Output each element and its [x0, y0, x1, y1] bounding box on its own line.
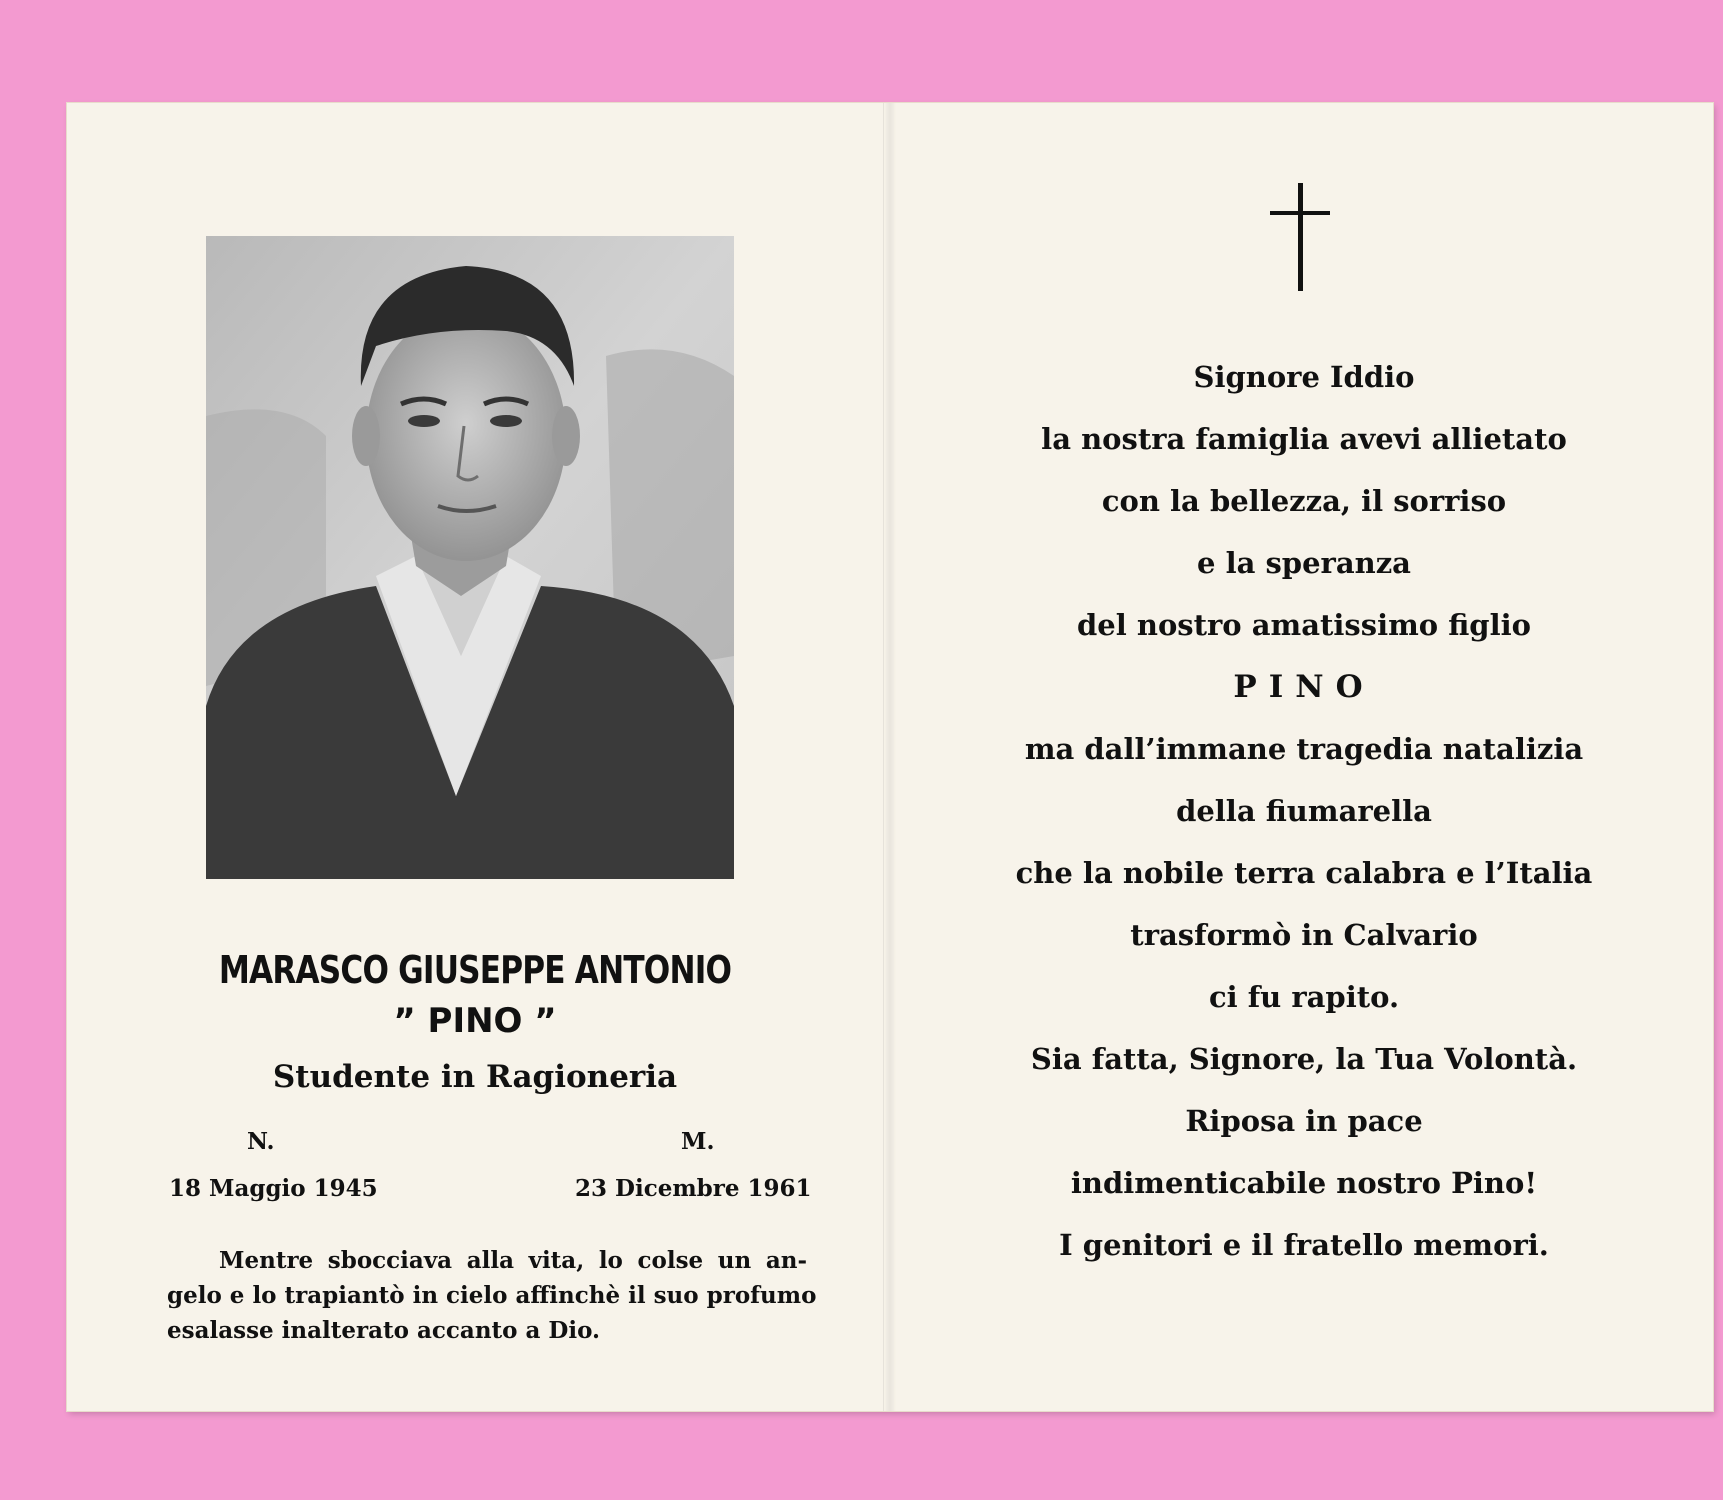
poem-line: che la nobile terra calabra e l’Italia	[1015, 856, 1593, 890]
poem-line: della fiumarella	[1176, 794, 1432, 828]
death-label: M.	[681, 1128, 715, 1155]
epitaph-line: gelo e lo trapiantò in cielo affinchè il suo profumo	[167, 1282, 817, 1309]
poem-line: Signore Iddio	[1193, 360, 1415, 394]
memorial-card	[67, 103, 1713, 1411]
cross-icon	[1270, 183, 1330, 293]
poem-line: Sia fatta, Signore, la Tua Volontà.	[1030, 1042, 1578, 1076]
poem-line: indimenticabile nostro Pino!	[1070, 1166, 1538, 1200]
poem-line: trasformò in Calvario	[1130, 918, 1478, 952]
death-date: 23 Dicembre 1961	[575, 1175, 812, 1202]
poem-line-name: PINO	[1233, 669, 1375, 705]
right-panel	[895, 103, 1713, 1411]
birth-label: N.	[247, 1128, 275, 1155]
deceased-occupation: Studente in Ragioneria	[272, 1059, 678, 1095]
birth-date: 18 Maggio 1945	[169, 1175, 378, 1202]
memorial-poem	[895, 346, 1713, 1276]
poem-line: Riposa in pace	[1185, 1104, 1423, 1138]
poem-line: con la bellezza, il sorriso	[1101, 484, 1507, 518]
left-panel	[67, 103, 883, 1411]
portrait-photo	[206, 236, 734, 879]
deceased-name: MARASCO GIUSEPPE ANTONIO	[218, 948, 732, 992]
epitaph	[167, 1243, 817, 1348]
poem-line: ma dall’immane tragedia natalizia	[1024, 732, 1584, 766]
deceased-nickname: ” PINO ”	[393, 1001, 557, 1041]
poem-line: ci fu rapito.	[1208, 980, 1400, 1014]
poem-line: e la speranza	[1197, 546, 1411, 580]
poem-line: I genitori e il fratello memori.	[1059, 1228, 1549, 1262]
poem-line: del nostro amatissimo figlio	[1077, 608, 1531, 642]
epitaph-line: esalasse inalterato accanto a Dio.	[167, 1317, 601, 1344]
poem-line: la nostra famiglia avevi allietato	[1041, 422, 1567, 456]
epitaph-line: Mentre sbocciava alla vita, lo colse un an-	[219, 1247, 807, 1274]
